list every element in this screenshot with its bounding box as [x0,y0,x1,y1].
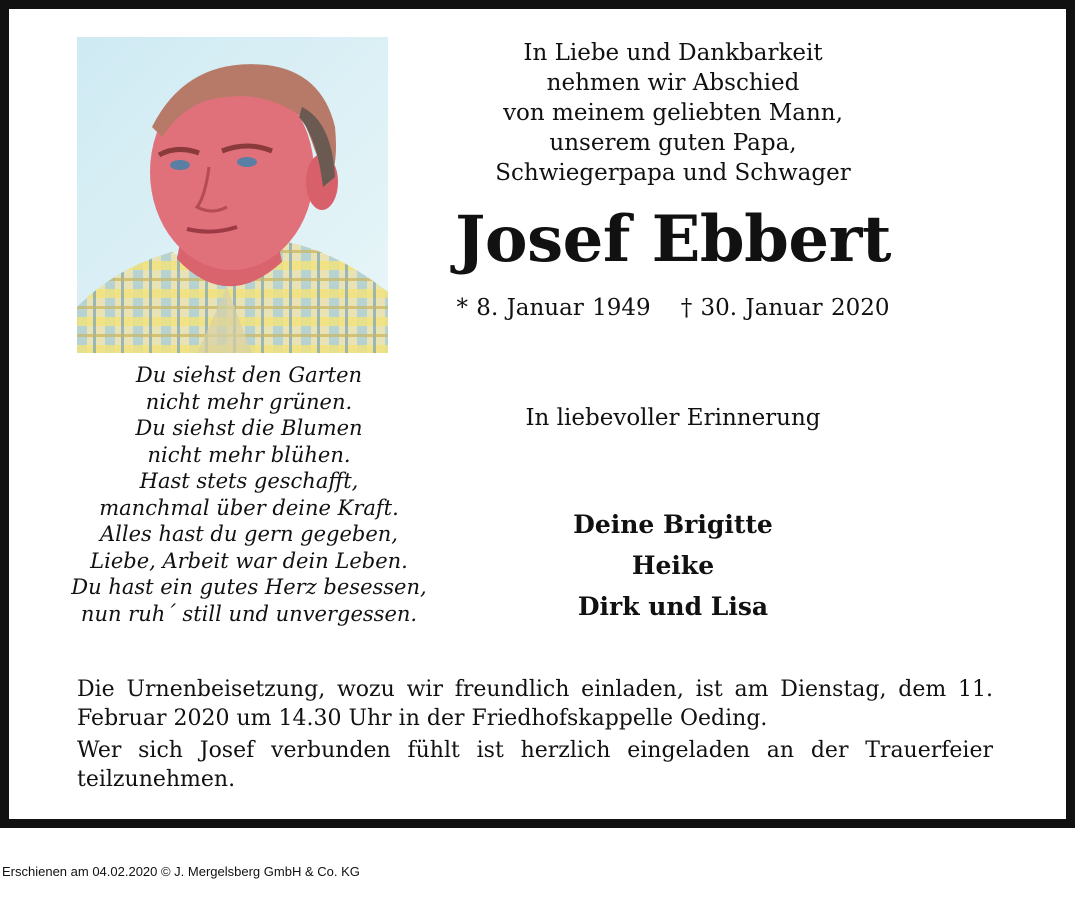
poem-line: nicht mehr grünen. [145,389,353,414]
birth-date: * 8. Januar 1949 [456,295,651,321]
poem-line: nun ruh´ still und unvergessen. [80,601,418,626]
funeral-notice [77,675,993,797]
poem-line: Hast stets geschafft, [139,469,359,493]
death-date: † 30. Januar 2020 [680,295,890,321]
poem-line: Liebe, Arbeit war dein Leben. [90,548,408,573]
poem [60,362,438,627]
deceased-name: Josef Ebbert [455,202,891,277]
family-member: Heike [631,551,715,580]
memory-text: In liebevoller Erinnerung [525,405,821,431]
family-member: Dirk und Lisa [577,592,769,621]
intro-line: nehmen wir Abschied [546,70,800,96]
intro-text [430,38,916,188]
family-signatures [430,504,916,627]
intro-line: von meinem geliebten Mann, [503,100,843,126]
poem-line: Du siehst die Blumen [135,416,363,440]
poem-line: nicht mehr blühen. [147,442,351,467]
life-dates [430,293,916,323]
poem-line: Alles hast du gern gegeben, [100,522,398,546]
publication-footer: Erschienen am 04.02.2020 © J. Mergelsberg GmbH & Co. KG [2,864,360,879]
poem-line: Du hast ein gutes Herz besessen, [71,575,427,599]
poem-line: Du siehst den Garten [135,363,363,387]
notice-paragraph: Die Urnenbeisetzung, wozu wir freundlich einladen, ist am Dienstag, dem 11. Februar 2020 um 14.30 Uhr in der Friedhofskappelle Oeding. [77,677,993,731]
poem-line: manchmal über deine Kraft. [99,495,399,520]
portrait-photo [77,37,388,353]
family-member: Deine Brigitte [573,510,773,539]
portrait-illustration [77,37,388,353]
intro-line: In Liebe und Dankbarkeit [523,40,823,66]
notice-paragraph: Wer sich Josef verbunden fühlt ist herzlich eingeladen an der Trauerfeier teilzunehmen. [77,738,993,792]
intro-line: unserem guten Papa, [549,130,797,156]
intro-line: Schwiegerpapa und Schwager [495,160,851,186]
